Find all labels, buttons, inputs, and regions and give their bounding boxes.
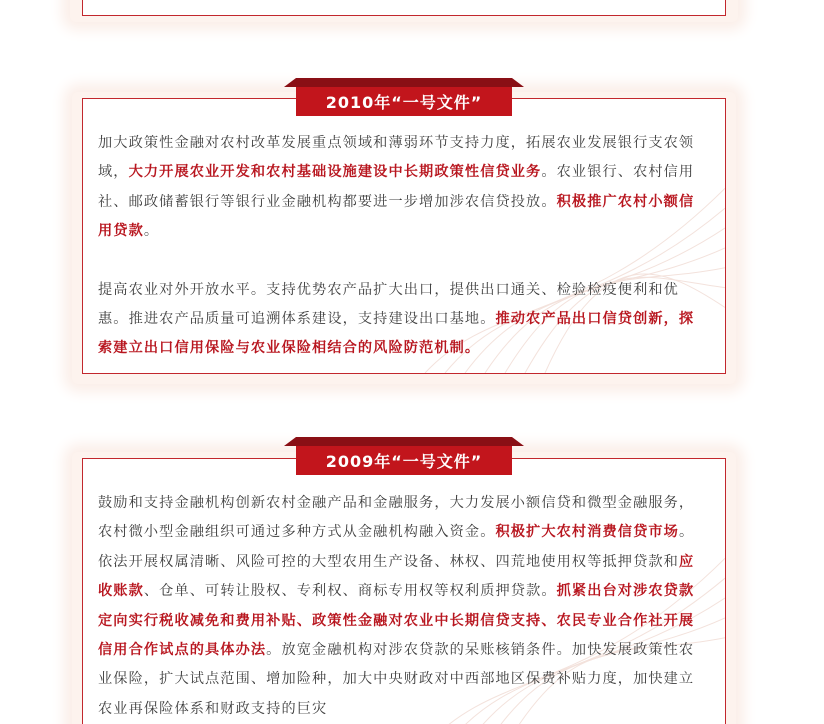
highlighted-text: 积极推广农村小额信用贷款 <box>98 193 695 240</box>
section-card-2009 <box>82 458 726 724</box>
paragraph <box>98 129 707 247</box>
paragraph <box>98 276 707 364</box>
highlighted-text: 积极扩大农村消费信贷市场 <box>495 524 679 541</box>
highlighted-text: 大力开展农业开发和农村基础设施建设中长期政策性信贷业务 <box>128 164 542 181</box>
section-body-2009 <box>83 459 725 724</box>
highlighted-text: 抓紧出台对涉农贷款定向实行税收减免和费用补贴、政策性金融对农业中长期信贷支持、农民专业合作社开展信用合作试点的具体办法 <box>98 583 695 659</box>
body-text: 、仓单、可转让股权、专利权、商标专用权等权利质押贷款。 <box>143 583 557 600</box>
body-text: 。放宽金融机构对涉农贷款的呆账核销条件。加快发展政策性农业保险，扩大试点范围、增加险种，加大中央财政对中西部地区保费补贴力度，加快建立农业再保险体系和财政支持的巨灾 <box>98 642 695 717</box>
highlighted-text: 应收账款 <box>98 553 695 600</box>
highlighted-text: 推动农产品出口信贷创新，探索建立出口信用保险与农业保险相结合的风险防范机制。 <box>98 311 695 357</box>
section-card-2010 <box>82 98 726 374</box>
body-text: 。农业银行、农村信用社、邮政储蓄银行等银行业金融机构都要进一步增加涉农信贷投放。 <box>98 164 695 210</box>
body-text: 。依法开展权属清晰、风险可控的大型农用生产设备、林权、四荒地使用权等抵押贷款和 <box>98 524 695 570</box>
body-text: 。 <box>143 223 160 240</box>
section-title: 2010年“一号文件” <box>296 87 512 116</box>
section-title: 2009年“一号文件” <box>296 446 512 475</box>
section-title-tab-2010 <box>296 78 512 116</box>
section-title-tab-2009 <box>296 437 512 475</box>
tab-fold <box>284 437 524 446</box>
section-body-2010 <box>83 99 725 364</box>
body-text: 加大政策性金融对农村改革发展重点领域和薄弱环节支持力度，拓展农业发展银行支农领域， <box>98 135 695 181</box>
paragraph <box>98 489 707 724</box>
previous-section-card <box>82 0 726 16</box>
body-text: 鼓励和支持金融机构创新农村金融产品和金融服务，大力发展小额信贷和微型金融服务，农村微小型金融组织可通过多种方式从金融机构融入资金。 <box>98 495 695 541</box>
tab-fold <box>284 78 524 87</box>
body-text: 提高农业对外开放水平。支持优势农产品扩大出口，提供出口通关、检验检疫便利和优惠。推进农产品质量可追溯体系建设，支持建设出口基地。 <box>98 281 679 328</box>
